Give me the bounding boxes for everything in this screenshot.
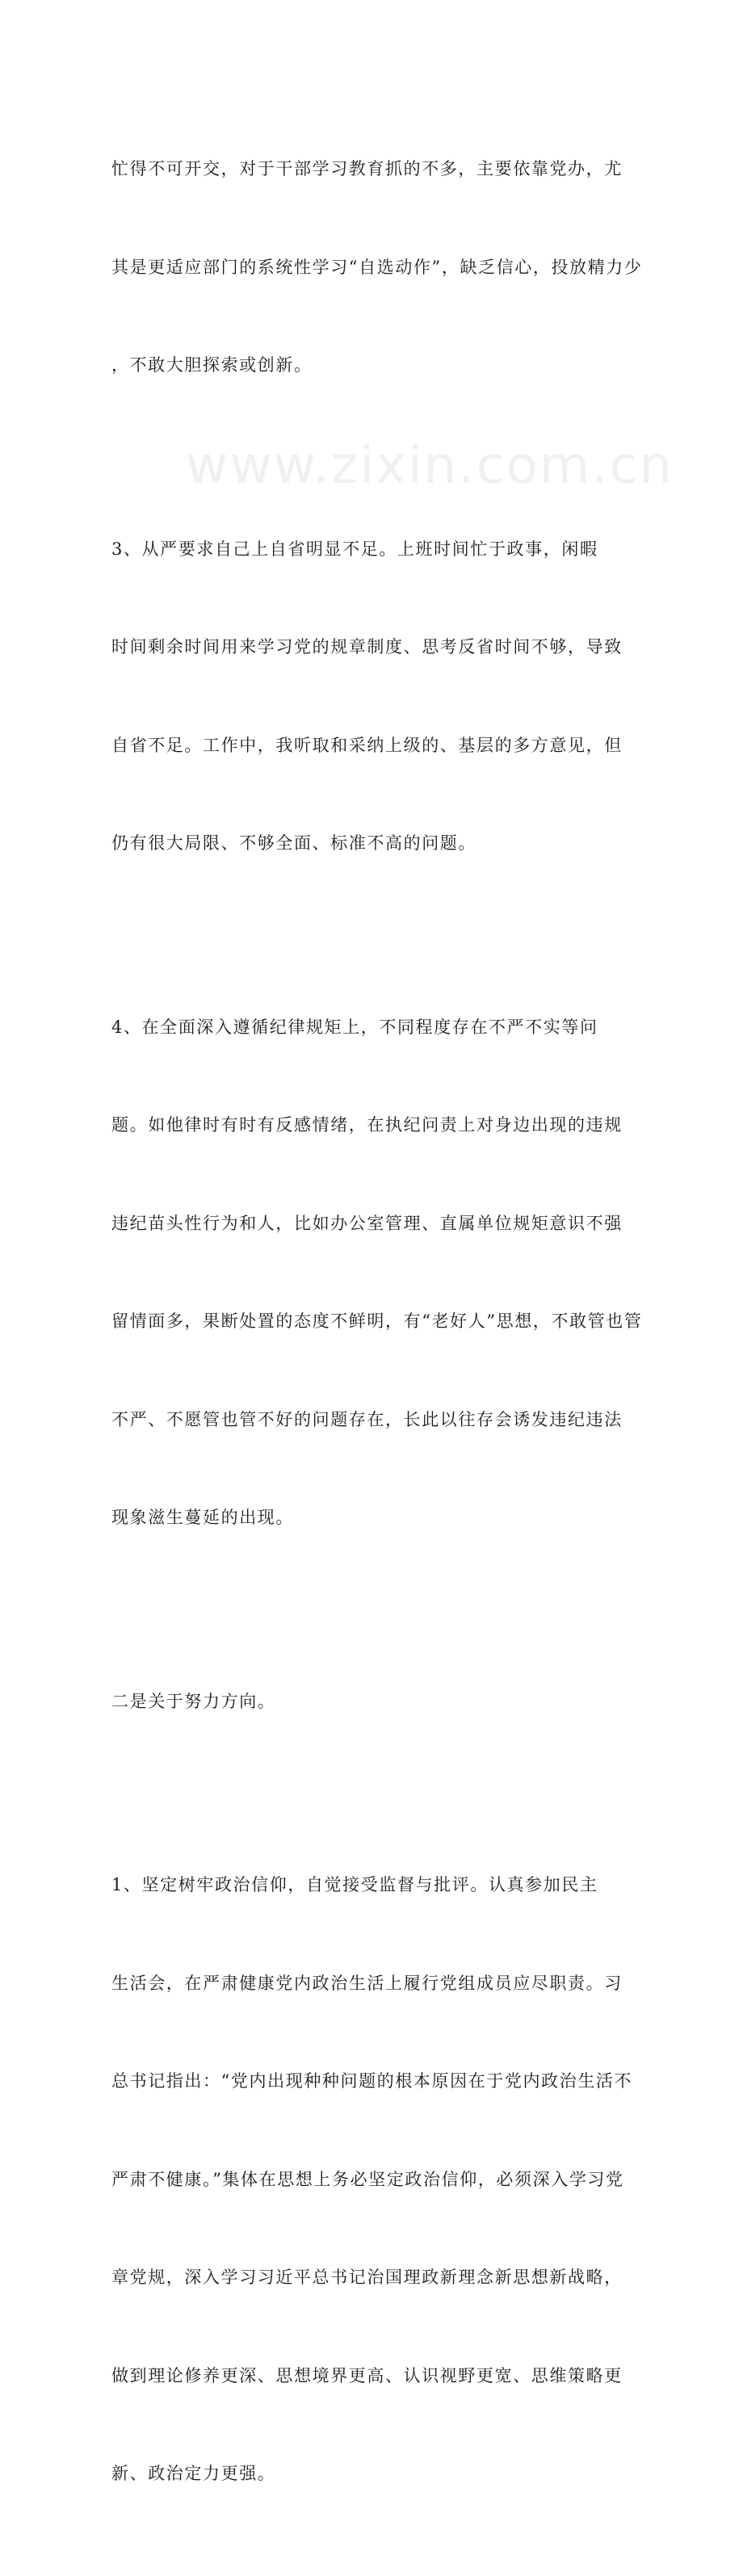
text-line: 题。如他律时有时有反感情绪，在执纪问责上对身边出现的违规 [111,1115,623,1135]
text-line: 总书记指出：“党内出现种种问题的根本原因在于党内政治生活不 [111,2071,633,2091]
text-line: 不严、不愿管也管不好的问题存在，长此以往存会诱发违纪违法 [111,1409,623,1429]
text-line: 1、坚定树牢政治信仰，自觉接受监督与批评。认真参加民主 [111,1875,598,1894]
text-line: 仍有很大局限、不够全面、标准不高的问题。 [111,833,476,853]
text-line: 新、政治定力更强。 [111,2464,276,2483]
text-line: 时间剩余时间用来学习党的规章制度、思考反省时间不够，导致 [111,637,623,657]
text-line: 章党规，深入学习习近平总书记治国理政新理念新思想新战略， [111,2268,623,2287]
paragraph-1 [111,87,643,447]
text-line: 生活会，在严肃健康党内政治生活上履行党组成员应尽职责。习 [111,1973,623,1993]
text-line: 4、在全面深入遵循纪律规矩上，不同程度存在不严不实等问 [111,1017,598,1037]
text-line: 违纪苗头性行为和人，比如办公室管理、直属单位规矩意识不强 [111,1213,623,1233]
text-line: 现象滋生蔓延的出现。 [111,1508,294,1527]
paragraph-2 [111,468,632,925]
text-line: 做到理论修养更深、思想境界更高、认识视野更宽、思维策略更 [111,2365,623,2385]
text-line: 忙得不可开交，对于干部学习教育抓的不多，主要依靠党办，尤 [111,159,623,178]
text-line: 其是更适应部门的系统性学习“自选动作”，缺乏信心，投放精力少 [111,257,643,277]
section-heading-line: 二是关于努力方向。 [111,1691,276,1711]
paragraph-5 [111,1803,632,2556]
text-line: 严肃不健康。”集体在思想上务必坚定政治信仰，必须深入学习党 [111,2169,624,2189]
text-line: 3、从严要求自己上自省明显不足。上班时间忙于政事，闲暇 [111,539,598,559]
text-line: 留情面多，果断处置的态度不鲜明，有“老好人”思想，不敢管也管 [111,1311,643,1331]
paragraph-3 [111,946,643,1600]
text-line: 自省不足。工作中，我听取和采纳上级的、基层的多方意见，但 [111,735,623,755]
watermark: www.zixin.com.cn [186,436,674,496]
text-line: ，不敢大胆探索或创新。 [111,355,313,375]
paragraph-4 [111,1620,632,1784]
document-body [111,87,643,2576]
